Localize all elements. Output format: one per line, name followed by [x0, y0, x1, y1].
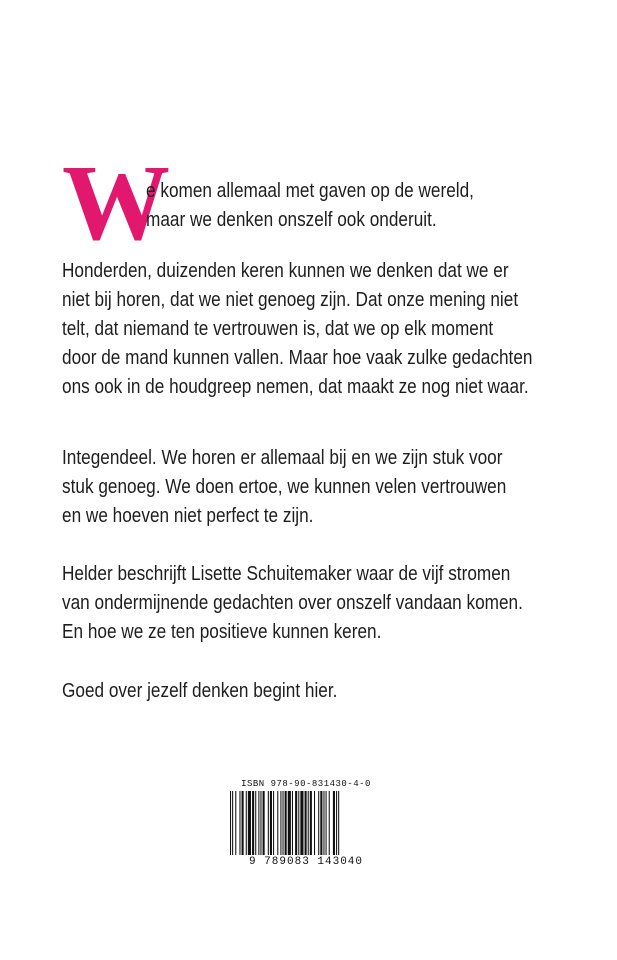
ean-digits: 9 789083 143040: [248, 856, 364, 868]
barcode-bar: [258, 791, 259, 855]
barcode-bar: [305, 791, 307, 855]
barcode-bar: [246, 791, 247, 855]
barcode-bar: [295, 791, 297, 855]
barcode-bar: [298, 791, 299, 855]
barcode-bar: [283, 791, 284, 855]
paragraph-line: niet bij horen, dat we niet genoeg zijn. Dat onze mening niet: [62, 289, 519, 311]
barcode-bar: [308, 791, 309, 855]
paragraph-line: Integendeel. We horen er allemaal bij en we zijn stuk voor: [62, 447, 503, 469]
paragraph-line: Goed over jezelf denken begint hier.: [62, 680, 338, 702]
paragraph-line: Honderden, duizenden keren kunnen we denken dat we er: [62, 260, 509, 282]
barcode-bar: [263, 791, 265, 855]
barcode-bar: [314, 791, 315, 855]
paragraph-doubts: [62, 257, 544, 402]
drop-cap-letter: W: [62, 144, 166, 263]
paragraph-line: door de mand kunnen vallen. Maar hoe vaak zulke gedachten: [62, 347, 533, 369]
paragraph-line: van ondermijnende gedachten over onszelf vandaan komen.: [62, 592, 523, 614]
paragraph-line: En hoe we ze ten positieve kunnen keren.: [62, 621, 382, 643]
barcode-bar: [285, 791, 287, 855]
barcode-bar: [248, 791, 251, 855]
intro-paragraph: [62, 144, 562, 263]
barcode-bar: [318, 791, 319, 855]
paragraph-line: ons ook in de houdgreep nemen, dat maakt ze nog niet waar.: [62, 376, 529, 398]
barcode-bars: [226, 791, 386, 855]
barcode-bar: [277, 791, 278, 855]
barcode-bar: [338, 791, 339, 855]
paragraph-author: [62, 560, 544, 647]
barcode-bar: [268, 791, 269, 855]
paragraph-line: stuk genoeg. We doen ertoe, we kunnen velen vertrouwen: [62, 476, 507, 498]
barcode-bar: [252, 791, 254, 855]
barcode-bar: [326, 791, 327, 855]
barcode-bar: [336, 791, 337, 855]
paragraph-line: Helder beschrijft Lisette Schuitemaker waar de vijf stromen: [62, 563, 511, 585]
barcode-bar: [260, 791, 261, 855]
barcode-bar: [323, 791, 324, 855]
paragraph-contrary: [62, 444, 544, 531]
barcode-bar: [242, 791, 244, 855]
barcode-bar: [333, 791, 335, 855]
barcode-bar: [288, 791, 291, 855]
barcode-bar: [273, 791, 274, 855]
barcode-bar: [255, 791, 256, 855]
barcode-bar: [292, 791, 293, 855]
barcode-bar: [310, 791, 312, 855]
isbn-label: ISBN 978-90-831430-4-0: [241, 779, 371, 789]
barcode-bar: [329, 791, 330, 855]
intro-line: e komen allemaal met gaven op de wereld,: [146, 180, 474, 202]
barcode-bar: [239, 791, 240, 855]
intro-lines: [146, 177, 507, 235]
paragraph-line: en we hoeven niet perfect te zijn.: [62, 505, 314, 527]
barcode-bar: [230, 791, 231, 855]
intro-line: maar we denken onszelf ook onderuit.: [146, 209, 437, 231]
barcode-bar: [320, 791, 322, 855]
paragraph-line: telt, dat niemand te vertrouwen is, dat we op elk moment: [62, 318, 494, 340]
isbn-barcode: [226, 779, 386, 871]
barcode-bar: [300, 791, 303, 855]
barcode-bar: [280, 791, 281, 855]
paragraph-closing: [62, 677, 544, 706]
barcode-bar: [270, 791, 272, 855]
barcode-bar: [232, 791, 233, 855]
barcode-bar: [235, 791, 236, 855]
